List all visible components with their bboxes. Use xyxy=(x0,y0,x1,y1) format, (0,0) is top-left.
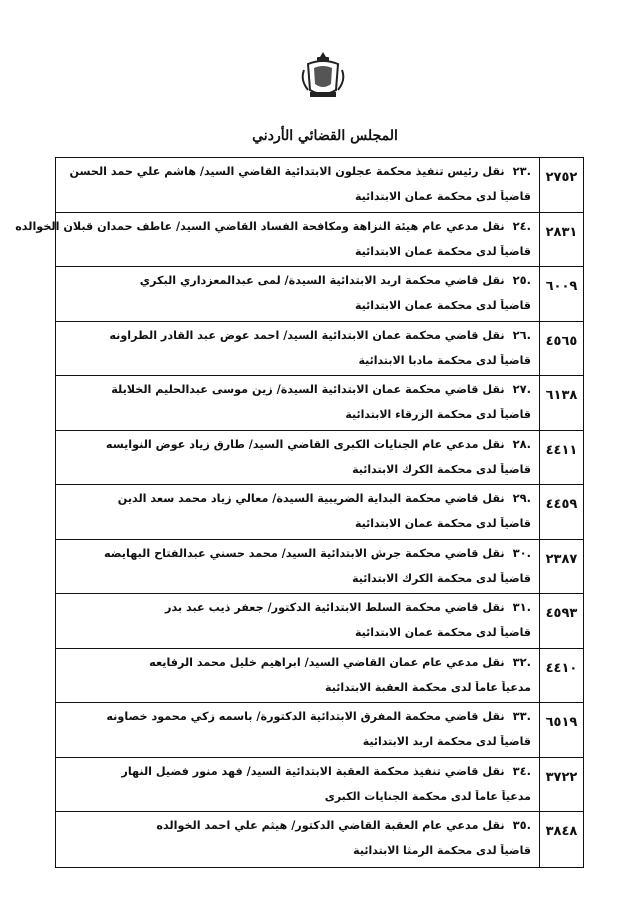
employee-number: ٦٠٠٩ xyxy=(539,267,583,321)
transfer-description: نقل رئيس تنفيذ محكمة عجلون الابتدائية القاضي السيد/ هاشم علي حمد الحسن xyxy=(69,165,505,178)
serial-number: .٢٥ xyxy=(512,273,531,287)
table-row xyxy=(56,758,583,813)
table-row xyxy=(56,649,583,704)
transfer-details xyxy=(56,158,539,212)
transfer-details xyxy=(56,594,539,648)
table-row xyxy=(56,594,583,649)
transfer-details xyxy=(56,431,539,485)
transfer-description: نقل مدعي عام الجنايات الكبرى القاضي السيد/ طارق زياد عوض النوايسه xyxy=(105,437,505,451)
serial-number: .٢٩ xyxy=(512,491,531,505)
new-position: قاضياً لدى محكمة عمان الابتدائية xyxy=(354,244,531,258)
transfer-description: نقل قاضي محكمة البداية الضريبية السيدة/ معالي زياد محمد سعد الدين xyxy=(117,492,505,505)
transfer-details xyxy=(56,758,539,812)
new-position: قاضياً لدى محكمة عمان الابتدائية xyxy=(354,299,531,312)
transfer-details xyxy=(56,703,539,757)
transfer-description: نقل قاضي محكمة اربد الابتدائية السيدة/ لمى عبدالمعزداري البكري xyxy=(139,274,505,287)
employee-number: ٣٨٤٨ xyxy=(539,812,583,867)
table-row xyxy=(56,267,583,322)
transfer-details xyxy=(56,812,539,867)
new-position: قاضياً لدى محكمة الكرك الابتدائية xyxy=(352,571,531,585)
transfer-description: نقل قاضي محكمة جرش الابتدائية السيد/ محمد حسني عبدالفتاح البهايضه xyxy=(104,546,505,560)
new-position: قاضياً لدى محكمة عمان الابتدائية xyxy=(354,190,531,203)
transfer-details xyxy=(7,213,539,267)
transfer-description: نقل مدعي عام عمان القاضي السيد/ ابراهيم خليل محمد الرفايعه xyxy=(149,655,505,669)
serial-number: .٢٤ xyxy=(512,218,531,233)
table-row xyxy=(56,540,583,595)
new-position: قاضياً لدى محكمة عمان الابتدائية xyxy=(354,517,531,530)
transfer-details xyxy=(56,649,539,703)
table-row xyxy=(56,431,583,486)
new-position: قاضياً لدى محكمة الكرك الابتدائية xyxy=(352,462,531,476)
serial-number: .٢٨ xyxy=(512,436,531,451)
serial-number: .٢٣ xyxy=(512,164,531,178)
employee-number: ٤٥٩٣ xyxy=(539,594,583,648)
serial-number: .٣١ xyxy=(512,600,531,614)
table-row xyxy=(56,158,583,213)
employee-number: ٢٣٨٧ xyxy=(539,540,583,594)
transfer-details xyxy=(56,540,539,594)
transfer-description: نقل قاضي محكمة عمان الابتدائية السيد/ احمد عوض عبد القادر الطراونه xyxy=(109,328,505,342)
serial-number: .٣٣ xyxy=(512,709,531,723)
serial-number: .٢٦ xyxy=(512,327,531,342)
letterhead xyxy=(0,40,640,144)
new-position: مدعياً عاماً لدى محكمة الجنايات الكبرى xyxy=(324,789,531,803)
transfer-details xyxy=(56,267,539,321)
serial-number: .٣٤ xyxy=(512,763,531,778)
employee-number: ٤٤٥٩ xyxy=(539,485,583,539)
new-position: مدعياً عاماً لدى محكمة العقبة الابتدائية xyxy=(325,680,531,694)
employee-number: ٦١٣٨ xyxy=(539,376,583,430)
new-position: قاضياً لدى محكمة الرمثا الابتدائية xyxy=(353,844,531,857)
employee-number: ٢٨٣١ xyxy=(539,213,583,267)
transfer-table xyxy=(15,157,584,868)
new-position: قاضياً لدى محكمة مادبا الابتدائية xyxy=(358,353,531,367)
new-position: قاضياً لدى محكمة اربد الابتدائية xyxy=(362,735,531,748)
employee-number: ٤٤١١ xyxy=(539,431,583,485)
transfer-details xyxy=(56,322,539,376)
table-row xyxy=(56,703,583,758)
transfer-description: نقل قاضي محكمة المفرق الابتدائية الدكتورة/ باسمه زكي محمود خصاونه xyxy=(106,710,505,723)
table-row xyxy=(56,485,583,540)
employee-number: ٤٤١٠ xyxy=(539,649,583,703)
new-position: قاضياً لدى محكمة الزرقاء الابتدائية xyxy=(345,408,531,421)
employee-number: ٦٥١٩ xyxy=(539,703,583,757)
serial-number: .٢٧ xyxy=(512,382,531,396)
transfer-description: نقل مدعي عام هيئة النزاهة ومكافحة الفساد القاضي السيد/ عاطف حمدان قبلان الخوالده xyxy=(15,219,505,233)
serial-number: .٣٥ xyxy=(512,818,531,832)
table-row xyxy=(56,812,583,867)
new-position: قاضياً لدى محكمة عمان الابتدائية xyxy=(354,626,531,639)
transfer-description: نقل قاضي محكمة عمان الابتدائية السيدة/ زين موسى عبدالحليم الخلايلة xyxy=(111,383,505,396)
employee-number: ٢٧٥٢ xyxy=(539,158,583,212)
serial-number: .٣٠ xyxy=(512,545,531,560)
table-row xyxy=(56,322,583,377)
transfer-description: نقل مدعي عام العقبة القاضي الدكتور/ هيثم علي احمد الخوالده xyxy=(156,819,505,832)
jordan-coat-of-arms-icon xyxy=(300,50,346,100)
transfer-description: نقل قاضي تنفيذ محكمة العقبة الابتدائية السيد/ فهد منور فضيل النهار xyxy=(121,764,505,778)
table-row xyxy=(56,376,583,431)
transfer-details xyxy=(56,376,539,430)
employee-number: ٣٧٢٢ xyxy=(539,758,583,812)
employee-number: ٤٥٦٥ xyxy=(539,322,583,376)
transfer-description: نقل قاضي محكمة السلط الابتدائية الدكتور/ جعفر ذيب عبد بدر xyxy=(165,601,505,614)
table-row xyxy=(15,213,583,268)
transfer-details xyxy=(56,485,539,539)
council-name: المجلس القضائي الأردني xyxy=(252,128,398,144)
serial-number: .٣٢ xyxy=(512,654,531,669)
